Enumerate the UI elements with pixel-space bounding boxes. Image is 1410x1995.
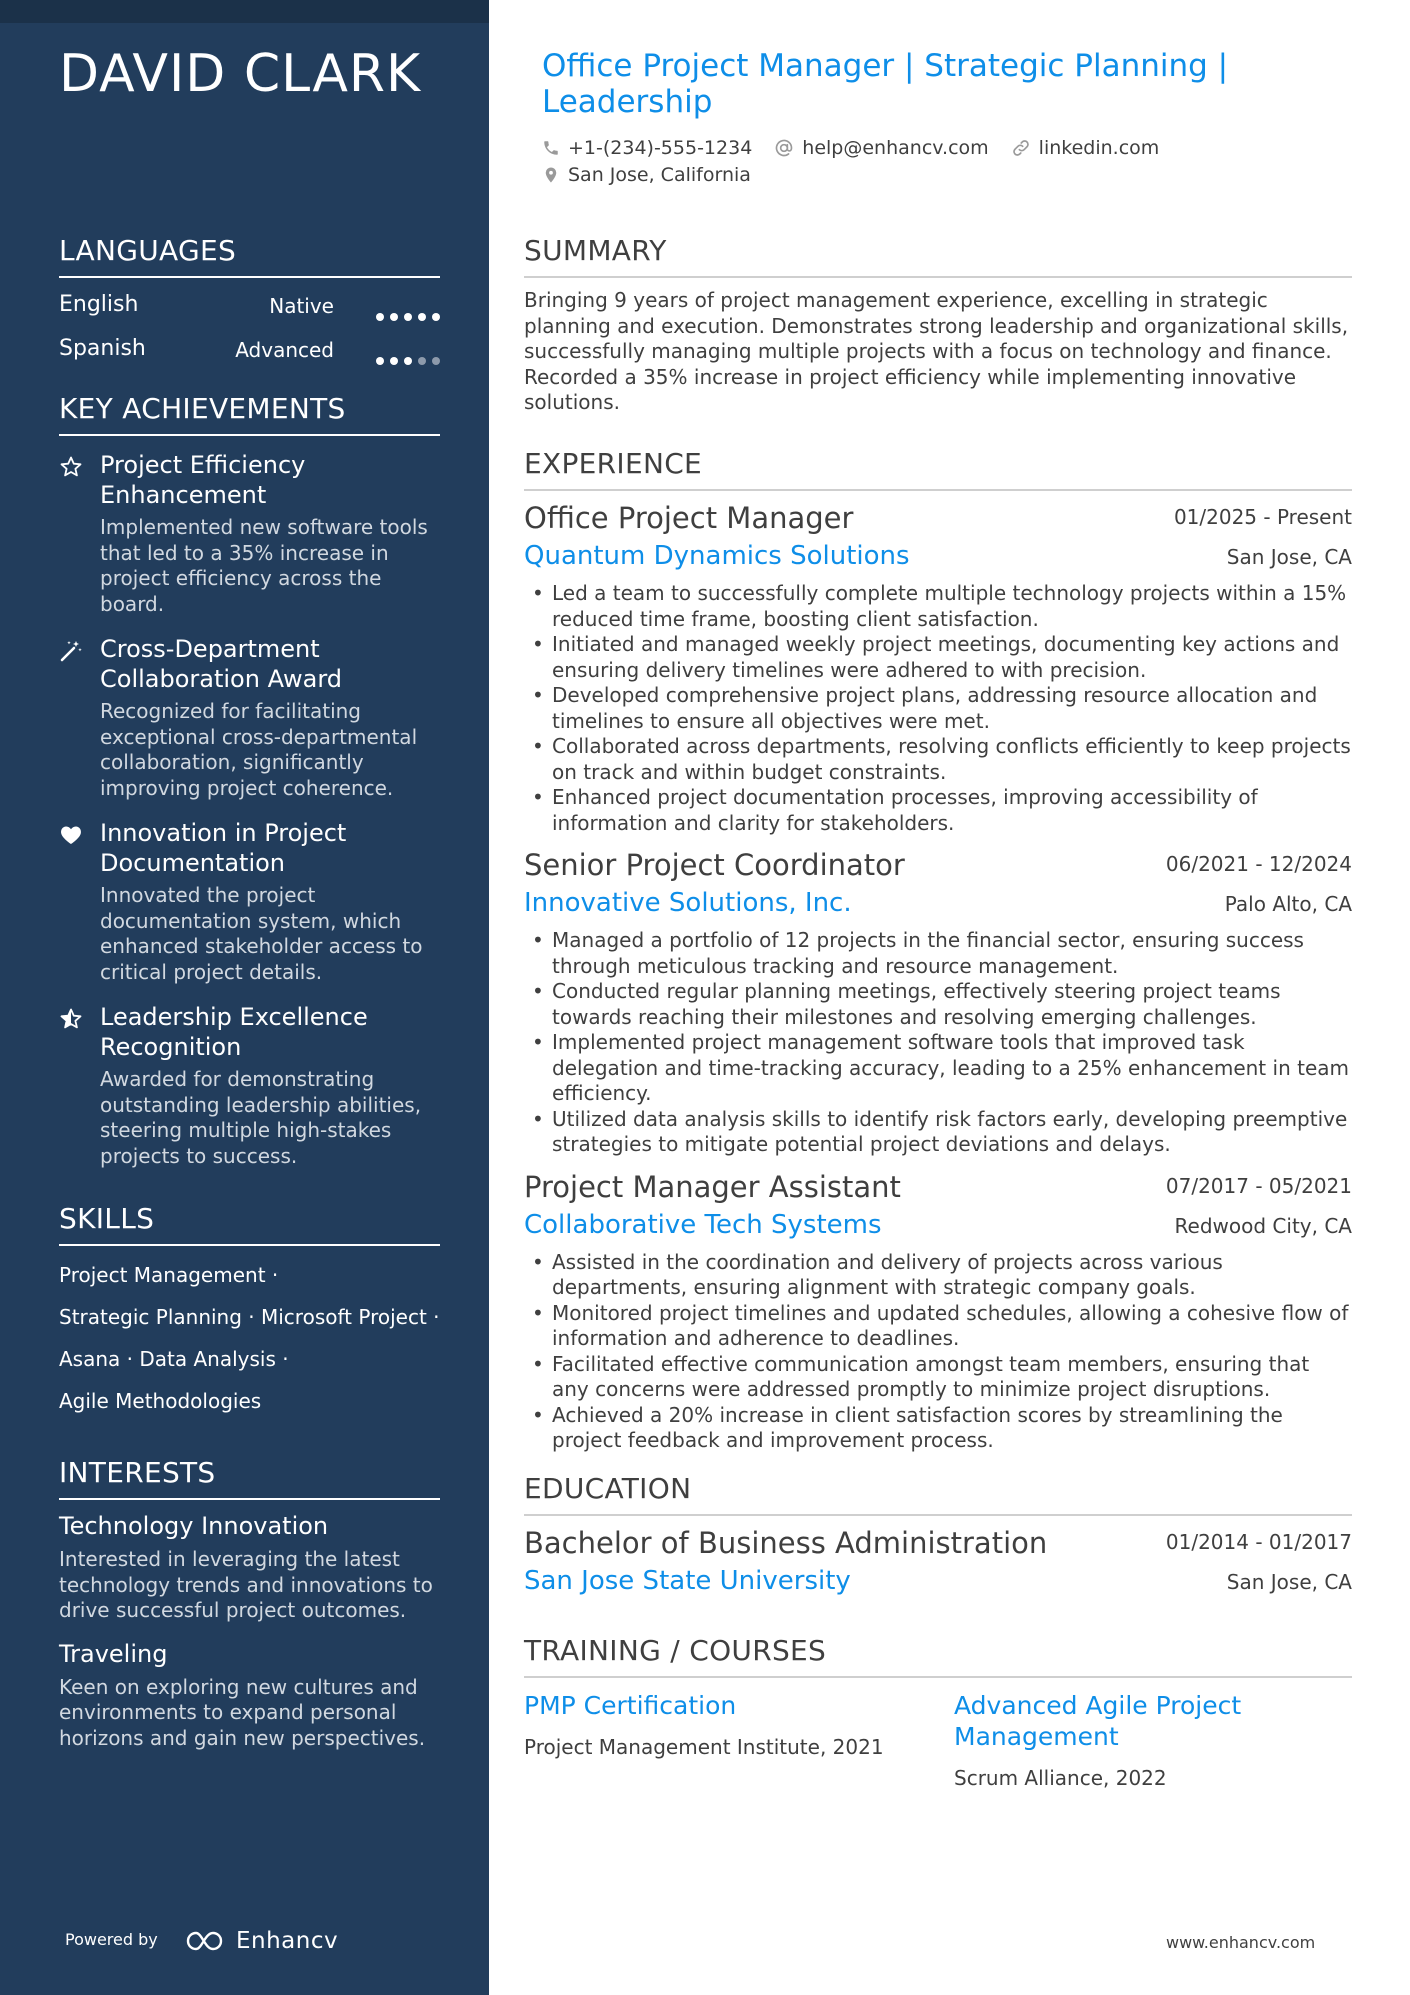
job-bullets <box>524 1250 1352 1454</box>
education-section <box>524 1472 1352 1606</box>
rating-dot-filled <box>390 357 398 365</box>
email-text: help@enhancv.com <box>802 137 989 159</box>
course-item <box>954 1690 1294 1790</box>
company-name: Quantum Dynamics Solutions <box>524 541 910 571</box>
enhancv-logo-icon <box>184 1929 230 1953</box>
job-bullet: • Utilized data analysis skills to identify risk factors early, developing preemptive strategies to mitigate potential project deviations and delays. <box>552 1107 1352 1158</box>
job-bullet: • Led a team to successfully complete multiple technology projects within a 15% reduced time frame, boosting client satisfaction. <box>552 581 1352 632</box>
summary-title: SUMMARY <box>524 234 1352 278</box>
language-rating <box>370 302 440 312</box>
interest-desc: Interested in leveraging the latest technology trends and innovations to drive successful project outcomes. <box>59 1547 433 1622</box>
language-level: Advanced <box>235 338 334 362</box>
course-org: Scrum Alliance, 2022 <box>954 1766 1167 1790</box>
rating-dot-filled <box>404 313 412 321</box>
skills-section <box>59 1202 440 1422</box>
achievement-title: Project Efficiency Enhancement <box>100 451 306 509</box>
heart-icon <box>59 823 83 847</box>
training-section <box>524 1634 1352 1800</box>
link-text: linkedin.com <box>1038 137 1160 159</box>
experience-section <box>524 447 1352 1454</box>
summary-section <box>524 234 1352 416</box>
achievement-title: Cross-Department Collaboration Award <box>100 635 343 693</box>
location-text: San Jose, California <box>568 164 751 186</box>
rating-dot-empty <box>418 357 426 365</box>
achievement-desc: Implemented new software tools that led to a 35% increase in project efficiency across the board. <box>100 515 428 616</box>
language-level: Native <box>269 294 334 318</box>
contact-row-2 <box>542 164 773 186</box>
achievement-item <box>59 1002 440 1169</box>
job-bullets <box>524 928 1352 1158</box>
rating-dot-filled <box>390 313 398 321</box>
contact-phone[interactable] <box>542 137 752 159</box>
contact-email[interactable] <box>774 137 988 159</box>
job-entry <box>524 848 1352 1158</box>
job-bullet: • Collaborated across departments, resolving conflicts efficiently to keep projects on track and within budget constraints. <box>552 734 1352 785</box>
rating-dot-filled <box>376 313 384 321</box>
skills-title: SKILLS <box>59 1202 440 1246</box>
school-name: San Jose State University <box>524 1566 851 1596</box>
job-bullet: • Initiated and managed weekly project meetings, documenting key actions and ensuring delivery timelines were adhered to with precision. <box>552 632 1352 683</box>
rating-dot-empty <box>432 357 440 365</box>
footer-site-link[interactable]: www.enhancv.com <box>1166 1933 1316 1952</box>
contact-row <box>542 137 1181 159</box>
candidate-name: DAVID CLARK <box>59 44 422 104</box>
job-location: Redwood City, CA <box>1174 1213 1352 1238</box>
job-bullet: • Facilitated effective communication amongst team members, ensuring that any concerns were addressed promptly to minimize project disruptions. <box>552 1352 1352 1403</box>
achievement-title: Leadership Excellence Recognition <box>100 1003 368 1061</box>
education-location: San Jose, CA <box>1226 1570 1352 1594</box>
language-row <box>59 282 440 326</box>
training-title: TRAINING / COURSES <box>524 1634 1352 1678</box>
phone-text: +1-(234)-555-1234 <box>568 137 753 159</box>
skill-line: Strategic Planning · Microsoft Project · <box>59 1305 440 1329</box>
enhancv-logo[interactable] <box>184 1928 338 1954</box>
company-name: Innovative Solutions, Inc. <box>524 888 852 918</box>
achievements-title: KEY ACHIEVEMENTS <box>59 392 440 436</box>
interests-section <box>59 1456 440 1751</box>
enhancv-brand: Enhancv <box>236 1928 339 1954</box>
rating-dot-filled <box>432 313 440 321</box>
education-dates: 01/2014 - 01/2017 <box>1165 1530 1352 1554</box>
rating-dot-filled <box>404 357 412 365</box>
job-title: Senior Project Coordinator <box>524 848 905 882</box>
achievement-desc: Innovated the project documentation system, which enhanced stakeholder access to critical project details. <box>100 883 423 984</box>
job-bullet: • Assisted in the coordination and delivery of projects across various departments, ensuring alignment with strategic company goals. <box>552 1250 1352 1301</box>
sidebar <box>0 0 489 1995</box>
education-title: EDUCATION <box>524 1472 1352 1516</box>
star-outline-icon <box>59 455 83 479</box>
contact-location <box>542 164 751 186</box>
language-name: Spanish <box>59 336 146 361</box>
summary-text: Bringing 9 years of project management experience, excelling in strategic planning and execution. Demonstrates strong leadership and organizational skills, successfully managing multiple projects with a focus on technology and finance. Recorded a 35% increase in project efficiency while implementing innovative solutions. <box>524 288 1349 414</box>
skill-line: Agile Methodologies <box>59 1389 262 1413</box>
job-entry <box>524 1170 1352 1454</box>
job-bullets <box>524 581 1352 836</box>
languages-section <box>59 234 440 370</box>
course-org: Project Management Institute, 2021 <box>524 1735 884 1759</box>
powered-by-label: Powered by <box>65 1930 158 1949</box>
achievement-title: Innovation in Project Documentation <box>100 819 347 877</box>
experience-title: EXPERIENCE <box>524 447 1352 491</box>
interest-title: Traveling <box>59 1639 168 1668</box>
interest-desc: Keen on exploring new cultures and environments to expand personal horizons and gain new perspectives. <box>59 1674 426 1750</box>
job-title: Office Project Manager <box>524 501 854 535</box>
headline: Office Project Manager | Strategic Planning | Leadership <box>542 48 1229 120</box>
job-dates: 01/2025 - Present <box>1173 505 1352 529</box>
job-bullet: • Implemented project management software tools that improved task delegation and time-tracking accuracy, leading to a 25% enhancement in team efficiency. <box>552 1030 1352 1107</box>
job-location: San Jose, CA <box>1226 545 1352 569</box>
degree: Bachelor of Business Administration <box>524 1526 1048 1560</box>
job-dates: 06/2021 - 12/2024 <box>1165 852 1352 876</box>
skill-line: Asana · Data Analysis · <box>59 1347 289 1371</box>
job-bullet: • Monitored project timelines and updated schedules, allowing a cohesive flow of information and adherence to deadlines. <box>552 1301 1352 1352</box>
course-title: PMP Certification <box>524 1691 737 1720</box>
job-bullet: • Managed a portfolio of 12 projects in the financial sector, ensuring success through meticulous tracking and resource management. <box>552 928 1352 979</box>
job-bullet: • Achieved a 20% increase in client satisfaction scores by streamlining the project feedback and improvement process. <box>552 1403 1352 1454</box>
rating-dot-filled <box>418 313 426 321</box>
rating-dot-filled <box>376 357 384 365</box>
course-title: Advanced Agile Project Management <box>954 1691 1242 1751</box>
course-item <box>524 1690 924 1759</box>
achievement-item <box>59 634 440 801</box>
contact-link[interactable] <box>1011 137 1160 159</box>
company-name: Collaborative Tech Systems <box>524 1209 882 1240</box>
achievement-item <box>59 818 440 985</box>
achievement-desc: Recognized for facilitating exceptional cross-departmental collaboration, significantly improving project coherence. <box>100 699 418 800</box>
at-icon <box>774 138 794 158</box>
job-entry <box>524 501 1352 836</box>
achievements-section <box>59 392 440 1169</box>
location-pin-icon <box>542 165 560 185</box>
languages-title: LANGUAGES <box>59 234 440 278</box>
language-name: English <box>59 292 139 317</box>
job-bullet: • Conducted regular planning meetings, effectively steering project teams towards reaching their milestones and resolving emerging challenges. <box>552 979 1352 1030</box>
education-entry <box>524 1526 1352 1606</box>
job-dates: 07/2017 - 05/2021 <box>1165 1173 1352 1198</box>
job-location: Palo Alto, CA <box>1224 892 1352 916</box>
job-bullet: • Developed comprehensive project plans, addressing resource allocation and timelines to ensure all objectives were met. <box>552 683 1352 734</box>
skill-line: Project Management · <box>59 1263 279 1287</box>
link-icon <box>1011 138 1031 158</box>
job-title: Project Manager Assistant <box>524 1169 901 1204</box>
achievement-item <box>59 450 440 617</box>
achievement-desc: Awarded for demonstrating outstanding leadership abilities, steering multiple high-stakes projects to success. <box>100 1067 422 1168</box>
phone-icon <box>542 139 560 157</box>
magic-wand-icon <box>59 639 83 663</box>
sidebar-top-strip <box>0 0 489 23</box>
interest-title: Technology Innovation <box>59 1512 329 1540</box>
star-half-icon <box>59 1007 83 1031</box>
job-bullet: • Enhanced project documentation processes, improving accessibility of information and clarity for stakeholders. <box>552 785 1352 836</box>
language-row <box>59 326 440 370</box>
language-rating <box>370 346 440 356</box>
interests-title: INTERESTS <box>59 1456 440 1500</box>
